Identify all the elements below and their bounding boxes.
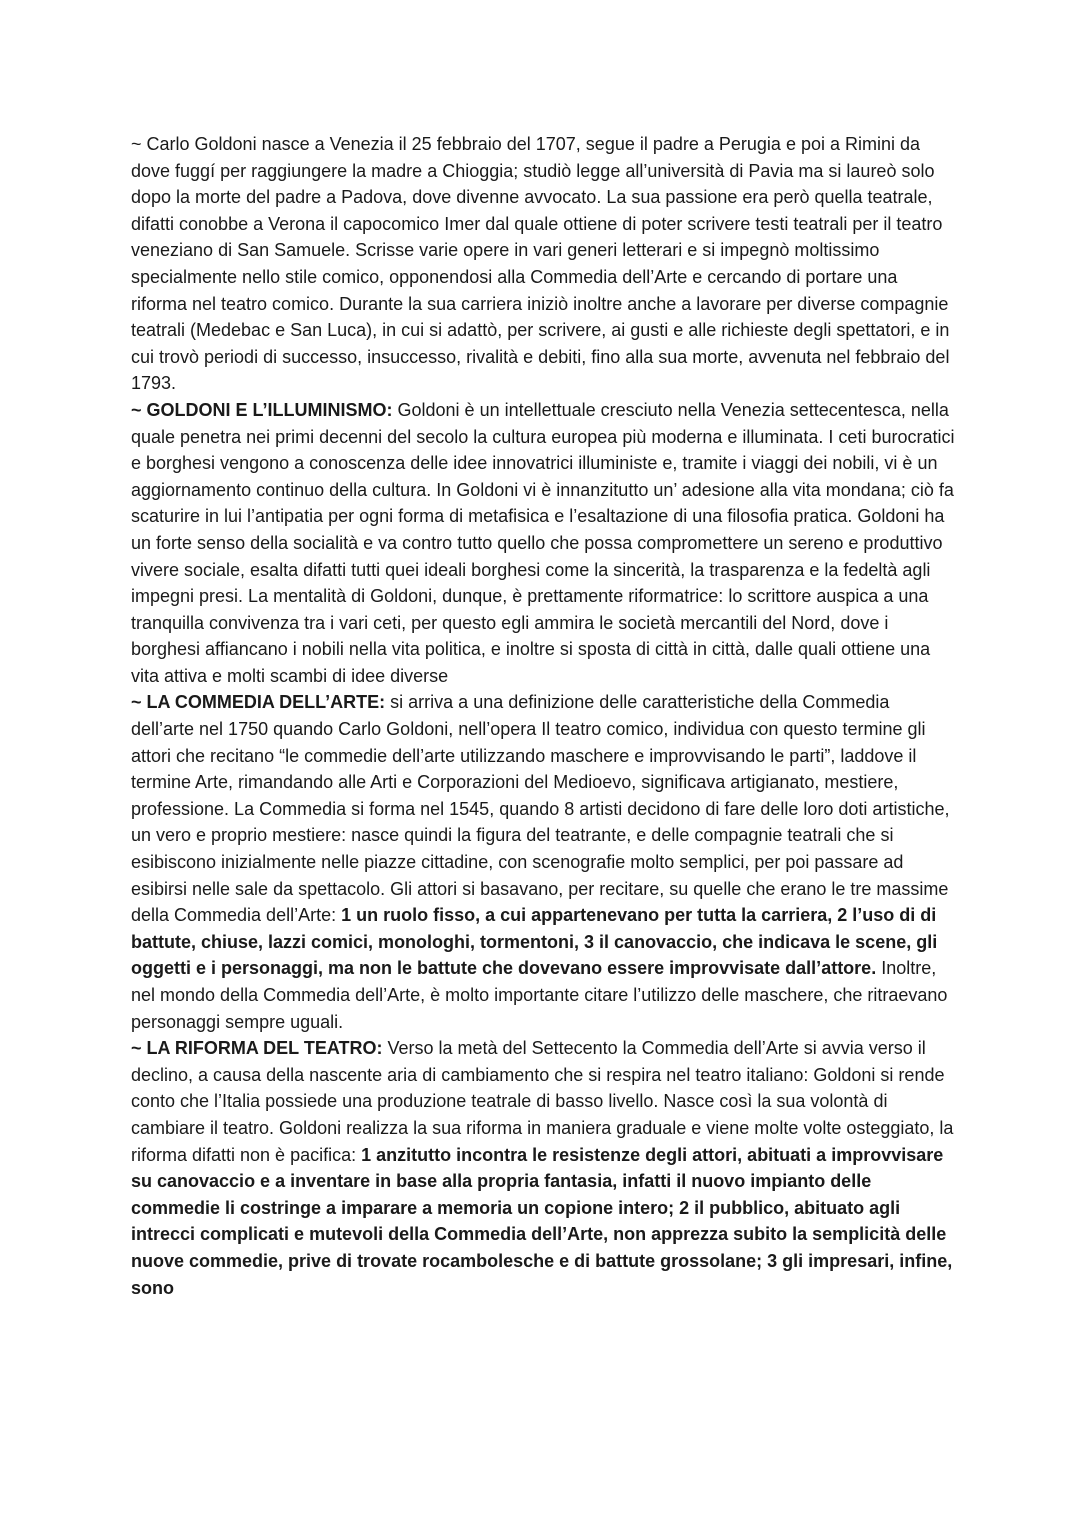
biography-text: ~ Carlo Goldoni nasce a Venezia il 25 febbraio del 1707, segue il padre a Perugia e poi a Rimini da dove fuggí per raggiungere la madre a Chioggia; studiò legge all’università di Pavia ma si laureò solo dopo la morte del padre a Padova, dove divenne avvocato. La sua passione era però quella teatrale, difatti conobbe a Verona il capocomico Imer dal quale ottiene di poter scrivere testi teatrali per il teatro veneziano di San Samuele. Scrisse varie opere in vari generi letterari e si impegnò moltissimo specialmente nello stile comico, opponendosi alla Commedia dell’Arte e cercando di portare una riforma nel teatro comico. Durante la sua carriera iniziò inoltre anche a lavorare per diverse compagnie teatrali (Medebac e San Luca), in cui si adattò, per scrivere, ai gusti e alle richieste degli spettatori, e in cui trovò periodi di successo, insuccesso, rivalità e debiti, fino alla sua morte, avvenuta nel febbraio del 1793.	[131, 134, 950, 394]
illuminismo-heading: ~ GOLDONI E L’ILLUMINISMO:	[131, 399, 393, 420]
commedia-text: si arriva a una definizione delle caratteristiche della Commedia dell’arte nel 1750 quando Carlo Goldoni, nell’opera Il teatro comico, individua con questo termine gli attori che recitano “le commedie dell’arte utilizzando maschere e improvvisando le parti”, laddove il termine Arte, rimandando alle Arti e Corporazioni del Medioevo, significava artigianato, mestiere, professione. La Commedia si forma nel 1545, quando 8 artisti decidono di fare delle loro doti artistiche, un vero e proprio mestiere: nasce quindi la figura del teatrante, e delle compagnie teatrali che si esibiscono inizialmente nelle piazze cittadine, con scenografie molto semplici, per poi passare ad esibirsi nelle sale da spettacolo. Gli attori si basavano, per recitare, su quelle che erano le tre massime della Commedia dell’Arte:	[131, 692, 950, 926]
biography-paragraph	[131, 131, 956, 397]
riforma-paragraph	[131, 1035, 956, 1301]
illuminismo-text: Goldoni è un intellettuale cresciuto nella Venezia settecentesca, nella quale penetra nei primi decenni del secolo la cultura europea più moderna e illuminata. I ceti burocratici e borghesi vengono a conoscenza delle idee innovatrici illuministe e, tramite i viaggi dei nobili, vi è un aggiornamento continuo della cultura. In Goldoni vi è innanzitutto un’ adesione alla vita mondana; ciò fa scaturire in lui l’antipatia per ogni forma di metafisica e l’esaltazione di una filosofia pratica. Goldoni ha un forte senso della socialità e va contro tutto quello che possa compromettere un sereno e produttivo vivere sociale, esalta difatti tutti quei ideali borghesi come la sincerità, la trasparenza e la fedeltà agli impegni presi. La mentalità di Goldoni, dunque, è prettamente riformatrice: lo scrittore auspica a una tranquilla convivenza tra i vari ceti, per questo egli ammira le società mercantili del Nord, dove i borghesi affiancano i nobili nella vita politica, e inoltre si sposta di città in città, dalle quali ottiene una vita attiva e molti scambi di idee diverse	[131, 399, 955, 686]
commedia-tail-text: Inoltre, nel mondo della Commedia dell’Arte, è molto importante citare l’utilizzo delle maschere, che ritraevano personaggi sempre uguali.	[131, 958, 948, 1032]
commedia-heading: ~ LA COMMEDIA DELL’ARTE:	[131, 692, 386, 713]
commedia-paragraph	[131, 689, 956, 1035]
commedia-bold-text: 1 un ruolo fisso, a cui appartenevano per tutta la carriera, 2 l’uso di di battute, chiuse, lazzi comici, monologhi, tormentoni, 3 il canovaccio, che indicava le scene, gli oggetti e i personaggi, ma non le battute che dovevano essere improvvisate dall’attore.	[131, 905, 938, 979]
riforma-heading: ~ LA RIFORMA DEL TEATRO:	[131, 1038, 383, 1059]
riforma-text: Verso la metà del Settecento la Commedia dell’Arte si avvia verso il declino, a causa della nascente aria di cambiamento che si respira nel teatro italiano: Goldoni si rende conto che l’Italia possiede una produzione teatrale di basso livello. Nasce così la sua volontà di cambiare il teatro. Goldoni realizza la sua riforma in maniera graduale e viene molte volte osteggiato, la riforma difatti non è pacifica:	[131, 1038, 954, 1165]
illuminismo-paragraph	[131, 397, 956, 690]
riforma-bold-text: 1 anzitutto incontra le resistenze degli attori, abituati a improvvisare su canovaccio e a inventare in base alla propria fantasia, infatti il nuovo impianto delle commedie li costringe a imparare a memoria un copione intero; 2 il pubblico, abituato agli intrecci complicati e mutevoli della Commedia dell’Arte, non apprezza subito la semplicità delle nuove commedie, prive di trovate rocambolesche e di battute grossolane; 3 gli impresari, infine, sono	[131, 1144, 953, 1298]
document-page	[131, 131, 956, 1301]
